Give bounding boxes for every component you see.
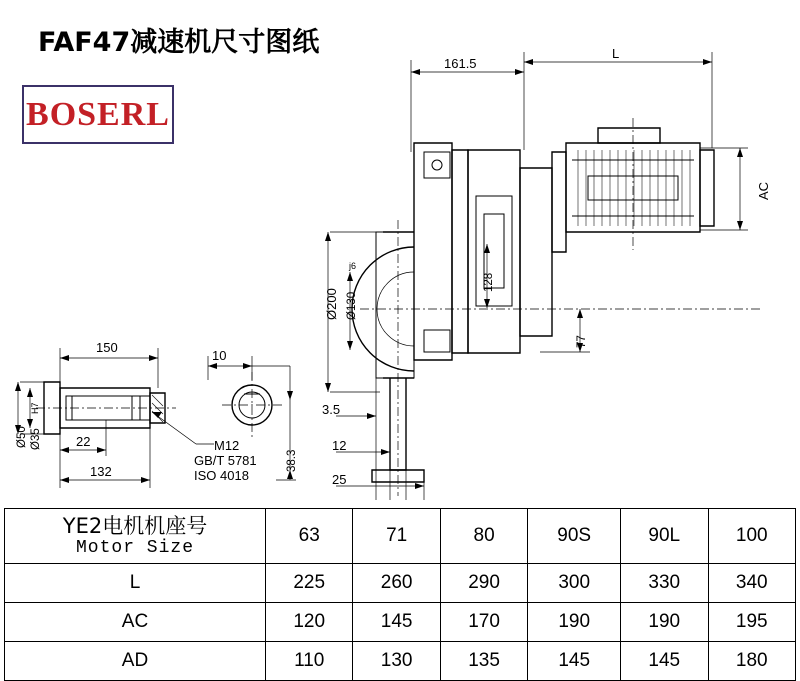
- cell-l-3: 300: [528, 564, 621, 603]
- header-size-1: 71: [353, 509, 440, 564]
- cell-ad-1: 130: [353, 642, 440, 681]
- bolt-standard-iso: ISO 4018: [194, 468, 249, 483]
- dim-10: 10: [212, 348, 227, 363]
- header-motor-size-cn: YE2电机机座号: [62, 513, 208, 538]
- dim-d50: Ø50: [16, 426, 28, 448]
- dim-L: L: [612, 46, 620, 61]
- dim-AC: AC: [756, 181, 771, 200]
- cell-ad-5: 180: [708, 642, 796, 681]
- header-size-4: 90L: [621, 509, 708, 564]
- row-label-ac: AC: [5, 603, 266, 642]
- dim-d35-tolerance: H7: [30, 402, 40, 414]
- dim-25: 25: [332, 472, 347, 487]
- cell-ac-0: 120: [266, 603, 353, 642]
- cell-l-4: 330: [621, 564, 708, 603]
- header-size-5: 100: [708, 509, 796, 564]
- dim-161-5: 161.5: [444, 56, 477, 71]
- dim-128: 128: [483, 272, 495, 292]
- cell-ac-1: 145: [353, 603, 440, 642]
- cell-l-5: 340: [708, 564, 796, 603]
- cell-ad-4: 145: [621, 642, 708, 681]
- logo-text: BOSERL: [26, 95, 170, 133]
- cell-ad-3: 145: [528, 642, 621, 681]
- dim-22: 22: [76, 434, 91, 449]
- table-row: [5, 603, 796, 642]
- cell-ac-2: 170: [440, 603, 527, 642]
- header-size-3: 90S: [528, 509, 621, 564]
- dim-12: 12: [332, 438, 347, 453]
- dim-3-5: 3.5: [322, 402, 341, 417]
- cell-ad-2: 135: [440, 642, 527, 681]
- cell-ad-0: 110: [266, 642, 353, 681]
- dim-d200: Ø200: [324, 288, 339, 320]
- dim-38-3: 38.3: [286, 449, 298, 472]
- cell-ac-3: 190: [528, 603, 621, 642]
- cell-ac-5: 195: [708, 603, 796, 642]
- header-motor-size-en: Motor Size: [75, 537, 195, 558]
- header-size-0: 63: [266, 509, 353, 564]
- page-title: FAF47减速机尺寸图纸: [38, 27, 320, 58]
- bolt-spec-m12: M12: [214, 438, 240, 453]
- cell-ac-4: 190: [621, 603, 708, 642]
- cell-l-0: 225: [266, 564, 353, 603]
- spec-table: [4, 508, 796, 681]
- table-row: [5, 564, 796, 603]
- dim-77: 77: [576, 335, 588, 348]
- row-label-ad: AD: [5, 642, 266, 681]
- cell-l-2: 290: [440, 564, 527, 603]
- table-header-row: [5, 509, 796, 564]
- dim-150: 150: [96, 340, 118, 355]
- row-label-l: L: [5, 564, 266, 603]
- cell-l-1: 260: [353, 564, 440, 603]
- header-size-2: 80: [440, 509, 527, 564]
- dim-d130-tolerance: j6: [349, 261, 357, 271]
- header-motor-size: [5, 509, 266, 564]
- dim-d35: Ø35: [30, 428, 42, 450]
- table-row: [5, 642, 796, 681]
- dim-132: 132: [90, 464, 112, 479]
- dim-d130: Ø130: [346, 291, 358, 320]
- bolt-standard-gb: GB/T 5781: [194, 453, 257, 468]
